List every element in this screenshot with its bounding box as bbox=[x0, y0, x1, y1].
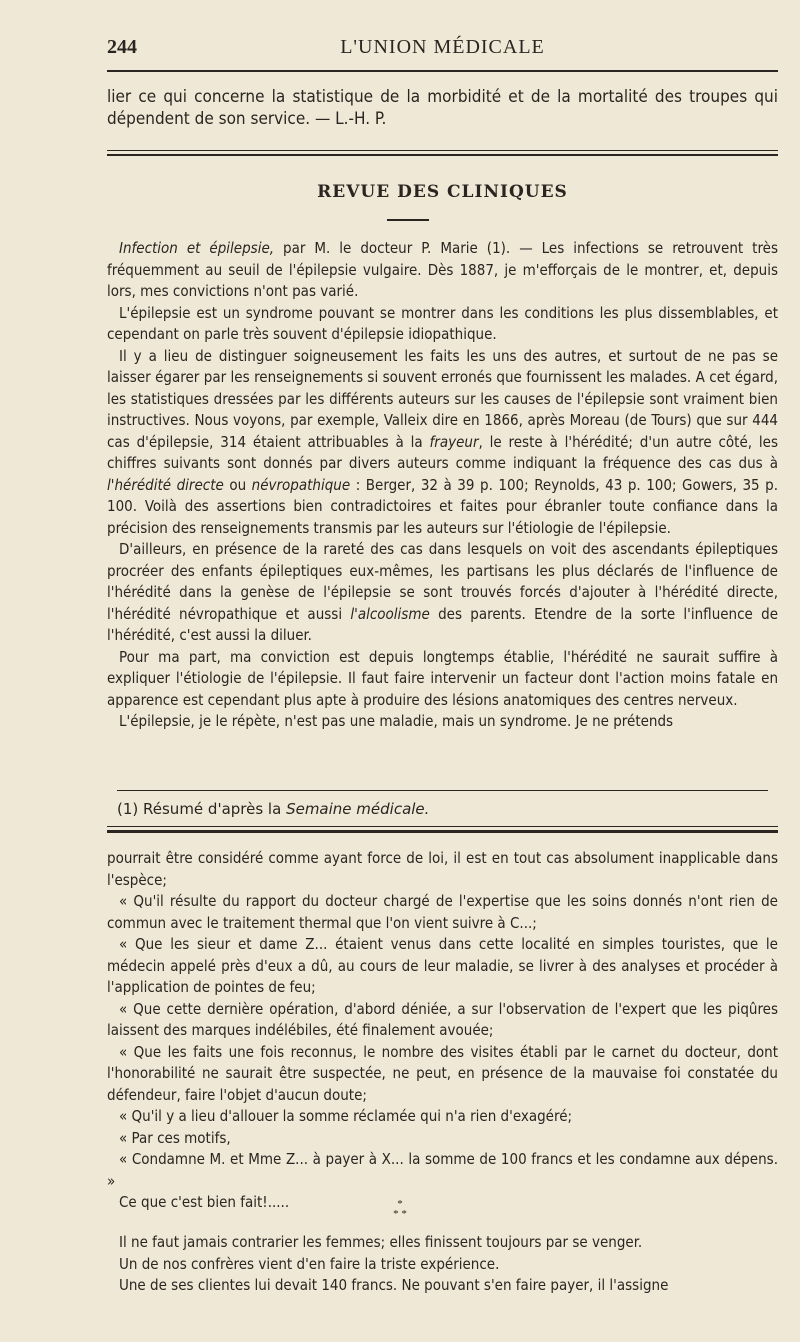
section-separator-rule-top bbox=[107, 150, 778, 151]
article-p1-text: — Les infections se retrouvent très fréquemment au seuil de l'épilepsie vulgaire. Dès 1887, je m'efforçais de le montrer, et, depuis lors, mes convictions n'ont pas varié. bbox=[107, 239, 778, 300]
intro-text: lier ce qui concerne la statistique de la morbidité et de la mortalité des troupes qui dépendent de son service. — L.-H. P. bbox=[107, 87, 778, 129]
article-lead-title: Infection et épilepsie, bbox=[119, 239, 275, 257]
p3-part-b: , le reste à l'hérédité; d'un autre côté, les chiffres suivants sont donnés par divers auteurs comme indiquant la fréquence des cas dus à bbox=[107, 432, 778, 472]
page-number: 244 bbox=[107, 36, 137, 58]
anecdote-paragraph: Il ne faut jamais contrarier les femmes; elles finissent toujours par se venger. bbox=[119, 1233, 643, 1251]
article-body bbox=[107, 238, 778, 733]
p4-part-b: des parents. Etendre de la sorte l'influence de l'hérédité, c'est aussi la diluer. bbox=[107, 604, 779, 644]
continuation-paragraph: « Qu'il y a lieu d'allouer la somme réclamée qui n'a rien d'exagéré; bbox=[119, 1107, 573, 1125]
section-separator-rule-bottom bbox=[107, 154, 778, 156]
continuation-paragraph: « Que cette dernière opération, d'abord déniée, a sur l'observation de l'expert que les piqûres laissent des marques indélébiles, été finalement avouée; bbox=[107, 999, 778, 1039]
title-underline bbox=[387, 219, 429, 221]
continuation-paragraph: « Que les faits une fois reconnus, le nombre des visites établi par le carnet du docteur, dont l'honorabilité ne saurait être suspectée, ne peut, en présence de la mauvaise foi constatée du défendeur, faire l'objet d'aucun doute; bbox=[107, 1042, 778, 1104]
article-paragraph-2: L'épilepsie est un syndrome pouvant se montrer dans les conditions les plus dissemblables, et cependant on parle très souvent d'épilepsie idiopathique. bbox=[107, 303, 778, 343]
p4-alcoolisme: l'alcoolisme bbox=[350, 604, 430, 623]
p4-part-a: D'ailleurs, en présence de la rareté des cas dans lesquels on voit des ascendants épileptiques procréer des enfants épileptiques eux-mêmes, les partisans les plus déclarés de l'influence de l'hérédité dans la genèse de l'épilepsie se sont trouvés forcés d'ajouter à l'hérédité directe, l'hérédité névropathique et aussi bbox=[107, 540, 778, 623]
continuation-body bbox=[107, 848, 778, 1214]
p3-part-c: ou bbox=[223, 475, 252, 494]
article-paragraph-4 bbox=[107, 539, 778, 647]
column-break-rule-bottom bbox=[107, 830, 778, 833]
article-paragraph-6: L'épilepsie, je le répète, n'est pas une maladie, mais un syndrome. Je ne prétends bbox=[119, 712, 674, 730]
column-break-rule-top bbox=[107, 826, 778, 827]
continuation-paragraph: « Qu'il résulte du rapport du docteur chargé de l'expertise que les soins donnés n'ont rien de commun avec le traitement thermal que l'on vient suivre à C...; bbox=[107, 892, 778, 932]
anecdote-paragraph: Une de ses clientes lui devait 140 francs. Ne pouvant s'en faire payer, il l'assigne bbox=[119, 1276, 669, 1294]
section-title: REVUE DES CLINIQUES bbox=[317, 182, 568, 202]
article-paragraph-5: Pour ma part, ma conviction est depuis longtemps établie, l'hérédité ne saurait suffire à expliquer l'étiologie de l'épilepsie. Il faut faire intervenir un facteur dont l'action moins fatale en apparence est cependant plus apte à produire des lésions anatomiques des centres nerveux. bbox=[107, 647, 778, 709]
p3-nevropathique: névropathique bbox=[251, 475, 351, 494]
asterism-separator: * * * bbox=[393, 1198, 407, 1220]
continuation-paragraph: « Par ces motifs, bbox=[119, 1128, 231, 1147]
anecdote-paragraph: Un de nos confrères vient d'en faire la triste expérience. bbox=[119, 1254, 500, 1273]
footnote-source: Semaine médicale. bbox=[286, 800, 430, 818]
continuation-paragraph: Ce que c'est bien fait!..... bbox=[119, 1193, 290, 1211]
p3-frayeur: frayeur bbox=[429, 432, 479, 451]
article-paragraph-3 bbox=[107, 346, 778, 540]
anecdote-body bbox=[107, 1232, 778, 1297]
article-author: par M. le docteur P. Marie (1). bbox=[283, 239, 511, 257]
footnote-prefix: (1) Résumé d'après la bbox=[117, 800, 287, 818]
p3-heredite-directe: l'hérédité directe bbox=[107, 475, 224, 494]
continuation-paragraph: « Condamne M. et Mme Z... à payer à X... la somme de 100 francs et les condamne aux dépens. » bbox=[107, 1150, 778, 1190]
continuation-paragraph: pourrait être considéré comme ayant force de loi, il est en tout cas absolument inapplicable dans l'espèce; bbox=[107, 849, 778, 889]
article-paragraph-1 bbox=[107, 238, 778, 303]
continuation-paragraph: « Que les sieur et dame Z... étaient venus dans cette localité en simples touristes, que le médecin appelé près d'eux a dû, au cours de leur maladie, se livrer à des analyses et procéder à l'application de pointes de feu; bbox=[107, 935, 778, 996]
journal-title: L'UNION MÉDICALE bbox=[340, 36, 545, 58]
footnote bbox=[117, 800, 429, 818]
footnote-rule bbox=[117, 790, 768, 791]
p3-part-d: : Berger, 32 à 39 p. 100; Reynolds, 43 p. 100; Gowers, 35 p. 100. Voilà des assertions bien contradictoires et faites pour ébranler toute confiance dans la précision des renseignements transmis par les auteurs sur l'étiologie de l'épilepsie. bbox=[107, 475, 779, 537]
page-header bbox=[107, 36, 778, 62]
header-rule bbox=[107, 70, 778, 72]
intro-paragraph bbox=[107, 86, 778, 130]
p3-part-a: Il y a lieu de distinguer soigneusement les faits les uns des autres, et surtout de ne pas se laisser égarer par les renseignements si souvent erronés que fournissent les malades. A cet égard, les statistiques dressées par les différents auteurs sur les causes de l'épilepsie sont vraiment bien instructives. Nous voyons, par exemple, Valleix dire en 1866, après Moreau (de Tours) que sur 444 cas d'épilepsie, 314 étaient attribuables à la bbox=[107, 346, 778, 451]
